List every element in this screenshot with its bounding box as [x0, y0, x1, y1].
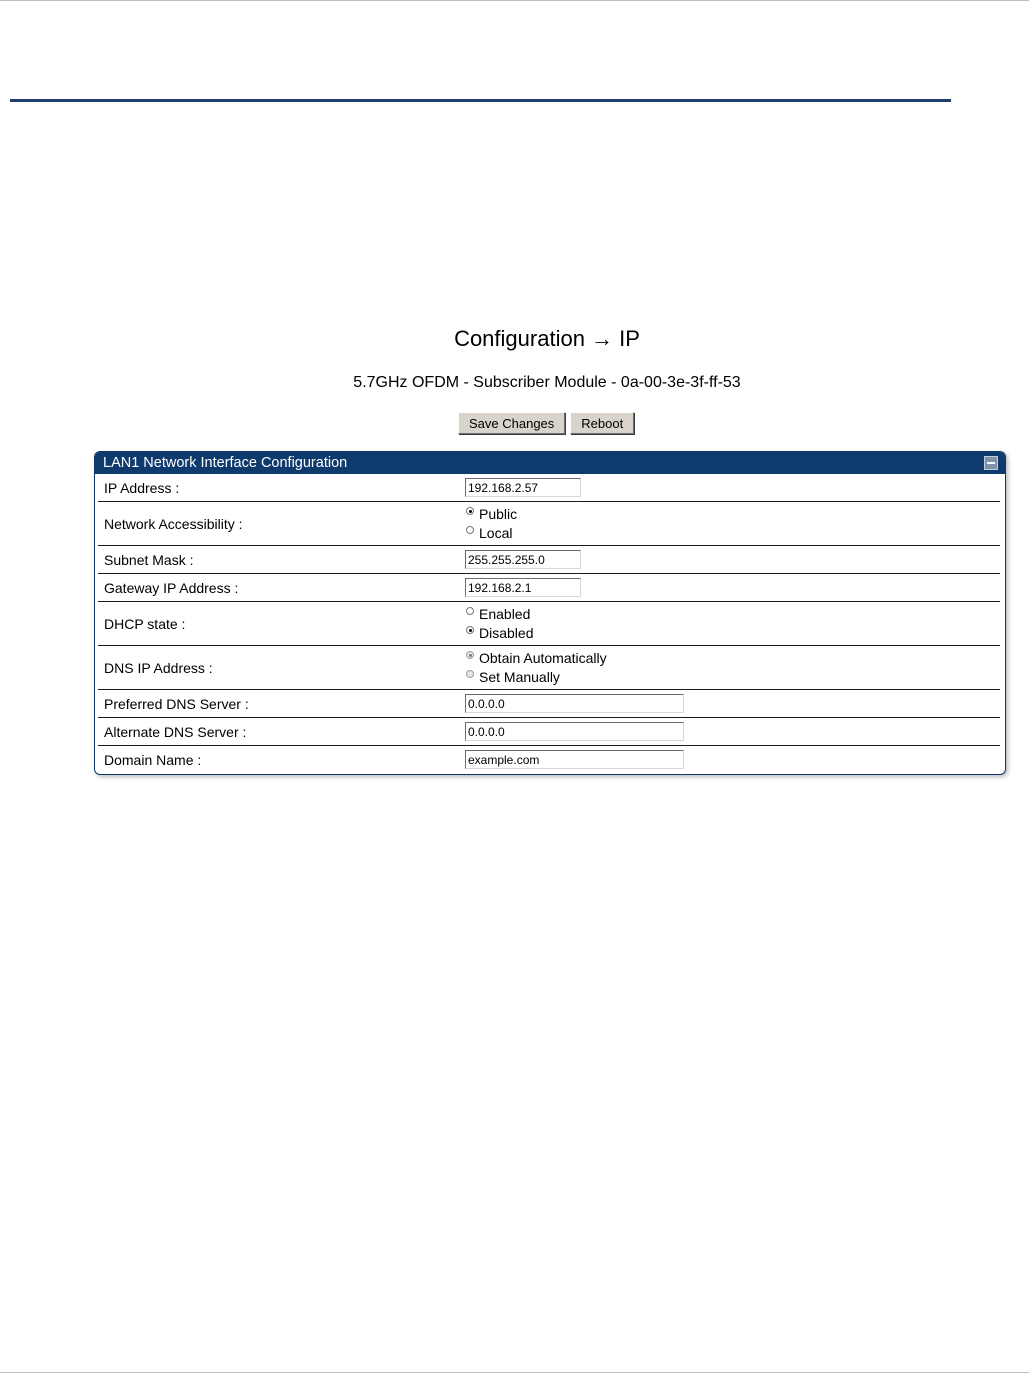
collapse-icon[interactable] — [984, 456, 998, 470]
domain-name-cell — [459, 746, 1000, 774]
radio-local-button[interactable] — [466, 526, 474, 534]
radio-obtain-automatically-button[interactable] — [466, 651, 474, 659]
subnet-mask-label: Subnet Mask : — [98, 546, 459, 574]
page-top-rule — [0, 0, 1029, 1]
radio-disabled[interactable] — [465, 624, 1000, 643]
network-accessibility-cell — [459, 502, 1000, 546]
alternate-dns-cell — [459, 718, 1000, 746]
toolbar — [458, 412, 634, 434]
radio-local[interactable] — [465, 524, 1000, 543]
ip-address-input[interactable] — [465, 478, 581, 497]
panel-title: LAN1 Network Interface Configuration — [103, 455, 348, 471]
gateway-ip-cell — [459, 574, 1000, 602]
config-table — [98, 474, 1000, 773]
radio-obtain-automatically-label: Obtain Automatically — [479, 650, 607, 666]
lan1-config-panel — [94, 451, 1006, 775]
radio-public[interactable] — [465, 505, 1000, 524]
dns-ip-address-cell — [459, 646, 1000, 690]
header-rule — [10, 99, 951, 102]
dhcp-state-label: DHCP state : — [98, 602, 459, 646]
page-bottom-rule — [0, 1372, 1029, 1373]
table-row — [98, 718, 1000, 746]
device-title: 5.7GHz OFDM - Subscriber Module - 0a-00-3e-3f-ff-53 — [353, 374, 741, 391]
dns-ip-address-label: DNS IP Address : — [98, 646, 459, 690]
domain-name-input[interactable] — [465, 750, 684, 769]
ip-address-label: IP Address : — [104, 479, 180, 496]
table-row — [98, 502, 1000, 546]
table-row — [98, 602, 1000, 646]
table-row — [98, 546, 1000, 574]
preferred-dns-input[interactable] — [465, 694, 684, 713]
radio-public-button[interactable] — [466, 507, 474, 515]
alternate-dns-input[interactable] — [465, 722, 684, 741]
page-title: Configuration → IP — [454, 326, 640, 351]
radio-disabled-button[interactable] — [466, 626, 474, 634]
radio-set-manually-label: Set Manually — [479, 669, 560, 685]
save-changes-button[interactable]: Save Changes — [458, 412, 565, 434]
subnet-mask-cell — [459, 546, 1000, 574]
radio-set-manually-button[interactable] — [466, 670, 474, 678]
dhcp-state-cell — [459, 602, 1000, 646]
radio-enabled-button[interactable] — [466, 607, 474, 615]
table-row — [98, 690, 1000, 718]
radio-local-label: Local — [479, 525, 513, 541]
radio-enabled[interactable] — [465, 605, 1000, 624]
ip-address-cell — [459, 474, 1000, 502]
reboot-button[interactable]: Reboot — [570, 412, 634, 434]
network-accessibility-label: Network Accessibility : — [98, 502, 459, 546]
gateway-ip-input[interactable] — [465, 578, 581, 597]
subnet-mask-input[interactable] — [465, 550, 581, 569]
alternate-dns-label: Alternate DNS Server : — [98, 718, 459, 746]
table-row — [98, 474, 1000, 502]
preferred-dns-label: Preferred DNS Server : — [98, 690, 459, 718]
panel-header — [95, 452, 1005, 474]
domain-name-label: Domain Name : — [98, 746, 459, 774]
radio-public-label: Public — [479, 506, 518, 522]
preferred-dns-cell — [459, 690, 1000, 718]
table-row — [98, 646, 1000, 690]
radio-set-manually[interactable] — [465, 668, 1000, 687]
gateway-ip-label: Gateway IP Address : — [98, 574, 459, 602]
table-row — [98, 574, 1000, 602]
radio-enabled-label: Enabled — [479, 606, 531, 622]
table-row — [98, 746, 1000, 774]
radio-disabled-label: Disabled — [479, 625, 534, 641]
radio-obtain-automatically[interactable] — [465, 649, 1000, 668]
